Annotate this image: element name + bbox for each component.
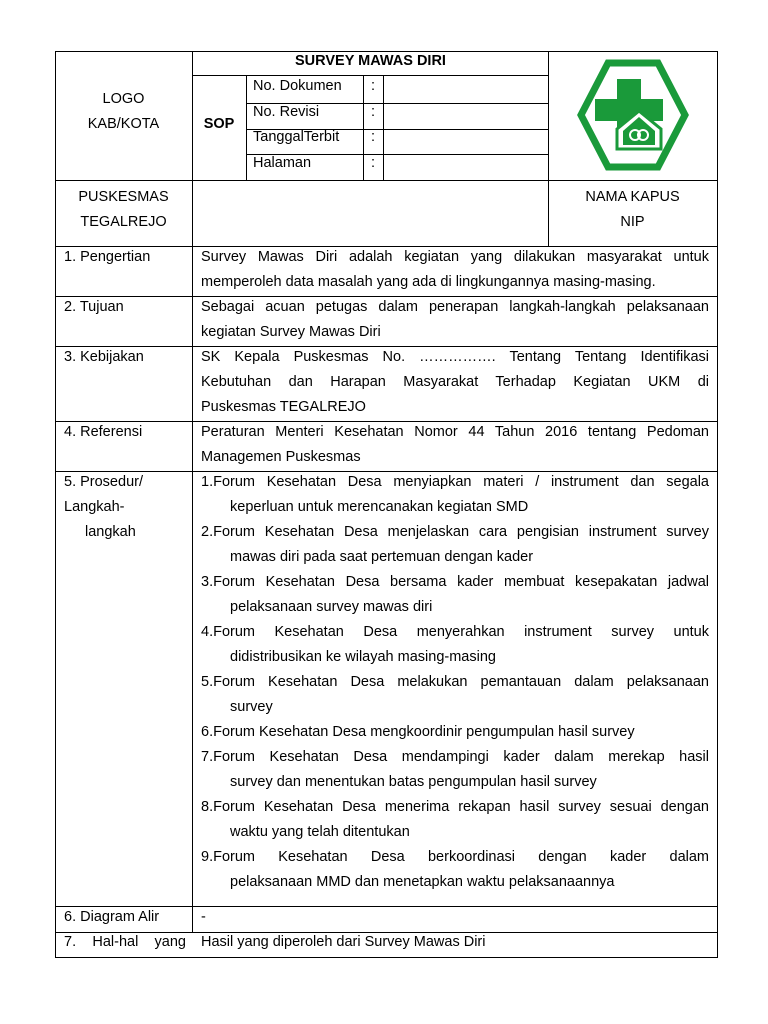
header-bottom-line [55, 180, 718, 181]
prosedur-step-3-cont: pelaksanaan survey mawas diri [230, 599, 433, 615]
pengertian-line: memperoleh data masalah yang ada di lingkungannya masing-masing. [201, 274, 656, 290]
label-hal-hal: 7. Hal-hal yang [64, 934, 186, 950]
hal-hal-value: Hasil yang diperoleh dari Survey Mawas Diri [201, 934, 486, 950]
field-sep: : [371, 78, 376, 94]
prosedur-step-5-cont: survey [230, 699, 273, 715]
label-prosedur-1: 5. Prosedur/ [64, 474, 143, 490]
label-prosedur-3: langkah [85, 524, 136, 540]
label-kebijakan: 3. Kebijakan [64, 349, 144, 365]
prosedur-step-6: 6.Forum Kesehatan Desa mengkoordinir pengumpulan hasil survey [201, 724, 635, 740]
field-sep-left [363, 75, 364, 180]
field-label-halaman: Halaman [253, 155, 312, 171]
prosedur-step-9-cont: pelaksanaan MMD dan menetapkan waktu pelaksanaannya [230, 874, 615, 890]
field-sep: : [371, 155, 376, 171]
prosedur-step-9: 9.Forum Kesehatan Desa berkoordinasi dengan kader dalam [201, 849, 709, 865]
prosedur-step-5: 5.Forum Kesehatan Desa melakukan pemantauan dalam pelaksanaan [201, 674, 709, 690]
prosedur-step-7-cont: survey dan menentukan batas pengumpulan hasil survey [230, 774, 597, 790]
puskesmas-name-line1: PUSKESMAS [78, 189, 169, 205]
kapus-name: NAMA KAPUS [585, 189, 680, 205]
label-diagram: 6. Diagram Alir [64, 909, 160, 925]
prosedur-step-2-cont: mawas diri pada saat pertemuan dengan kader [230, 549, 534, 565]
border-right [717, 51, 718, 958]
prosedur-step-4-cont: didistribusikan ke wilayah masing-masing [230, 649, 496, 665]
prosedur-step-8-cont: waktu yang telah ditentukan [230, 824, 410, 840]
field-label-tanggal-terbit: TanggalTerbit [253, 129, 340, 145]
kebijakan-line: Puskesmas TEGALREJO [201, 399, 366, 415]
field-label-no-revisi: No. Revisi [253, 104, 320, 120]
prosedur-step-4: 4.Forum Kesehatan Desa menyerahkan instrument survey untuk [201, 624, 709, 640]
prosedur-step-3: 3.Forum Kesehatan Desa bersama kader membuat kesepakatan jadwal [201, 574, 709, 590]
prosedur-step-2: 2.Forum Kesehatan Desa menjelaskan cara pengisian instrument survey [201, 524, 709, 540]
prosedur-step-1-cont: keperluan untuk merencanakan kegiatan SMD [230, 499, 529, 515]
pengertian-line: Survey Mawas Diri adalah kegiatan yang dilakukan masyarakat untuk [201, 249, 709, 265]
prosedur-step-1: 1.Forum Kesehatan Desa menyiapkan materi / instrument dan segala [201, 474, 709, 490]
kapus-nip: NIP [620, 214, 645, 230]
prosedur-step-7: 7.Forum Kesehatan Desa mendampingi kader dalam merekap hasil [201, 749, 709, 765]
field-sep-right [383, 75, 384, 180]
logo-placeholder-line2: KAB/KOTA [87, 116, 160, 132]
header-divider-left [192, 51, 193, 933]
field-sep: : [371, 104, 376, 120]
sop-label: SOP [203, 116, 235, 132]
referensi-line: Peraturan Menteri Kesehatan Nomor 44 Tahun 2016 tentang Pedoman [201, 424, 709, 440]
tujuan-line: Sebagai acuan petugas dalam penerapan langkah-langkah pelaksanaan [201, 299, 709, 315]
puskesmas-logo-icon [577, 59, 689, 171]
field-label-no-dokumen: No. Dokumen [253, 78, 342, 94]
label-pengertian: 1. Pengertian [64, 249, 151, 265]
diagram-value: - [201, 909, 206, 925]
puskesmas-name-line2: TEGALREJO [80, 214, 167, 230]
tujuan-line: kegiatan Survey Mawas Diri [201, 324, 381, 340]
border-bottom [55, 957, 718, 958]
sop-divider [246, 75, 247, 180]
field-sep: : [371, 129, 376, 145]
label-tujuan: 2. Tujuan [64, 299, 124, 315]
kebijakan-line: Kebutuhan dan Harapan Masyarakat Terhadap Kegiatan UKM di [201, 374, 709, 390]
kebijakan-line: SK Kepala Puskesmas No. ……………. Tentang Tentang Identifikasi [201, 349, 709, 365]
prosedur-step-8: 8.Forum Kesehatan Desa menerima rekapan hasil survey sesuai dengan [201, 799, 709, 815]
label-referensi: 4. Referensi [64, 424, 143, 440]
referensi-line: Managemen Puskesmas [201, 449, 361, 465]
document-title: SURVEY MAWAS DIRI [295, 53, 446, 69]
label-prosedur-2: Langkah- [64, 499, 125, 515]
logo-placeholder-line1: LOGO [102, 91, 145, 107]
